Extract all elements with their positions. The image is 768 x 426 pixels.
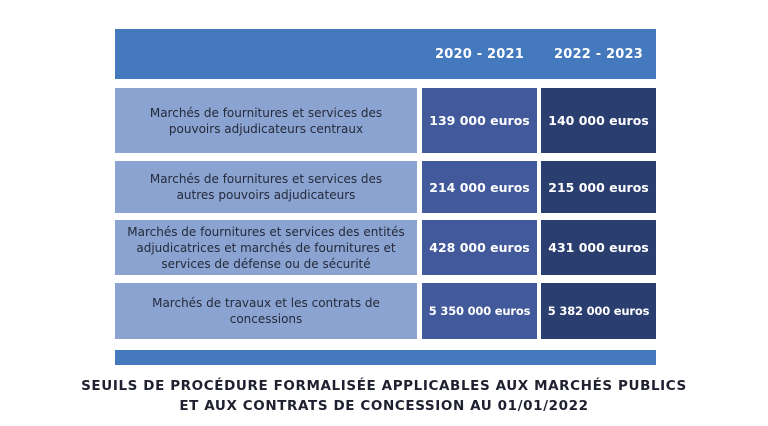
value-2020-2021: 428 000 euros xyxy=(422,220,537,275)
caption-line-1: SEUILS DE PROCÉDURE FORMALISÉE APPLICABLES AUX MARCHÉS PUBLICS xyxy=(81,378,687,394)
row-label: Marchés de fournitures et services des pouvoirs adjudicateurs centraux xyxy=(115,88,417,153)
value-2022-2023: 215 000 euros xyxy=(541,161,656,213)
value-2020-2021: 214 000 euros xyxy=(422,161,537,213)
column-header-2022-2023: 2022 - 2023 xyxy=(553,46,643,62)
table-header-bar xyxy=(115,29,656,79)
table-row xyxy=(115,161,656,213)
table-row xyxy=(115,283,656,339)
row-label: Marchés de travaux et les contrats de concessions xyxy=(115,283,417,339)
table-row xyxy=(115,88,656,153)
row-label: Marchés de fournitures et services des autres pouvoirs adjudicateurs xyxy=(115,161,417,213)
value-2022-2023: 5 382 000 euros xyxy=(541,283,656,339)
value-2022-2023: 431 000 euros xyxy=(541,220,656,275)
table-row xyxy=(115,220,656,275)
row-label: Marchés de fournitures et services des entités adjudicatrices et marchés de fournitures et services de défense ou de sécurité xyxy=(115,220,417,275)
table-caption xyxy=(0,376,768,416)
column-header-2020-2021: 2020 - 2021 xyxy=(434,46,524,62)
table-footer-bar xyxy=(115,350,656,365)
value-2020-2021: 5 350 000 euros xyxy=(422,283,537,339)
value-2020-2021: 139 000 euros xyxy=(422,88,537,153)
value-2022-2023: 140 000 euros xyxy=(541,88,656,153)
caption-line-2: ET AUX CONTRATS DE CONCESSION AU 01/01/2022 xyxy=(179,398,589,414)
